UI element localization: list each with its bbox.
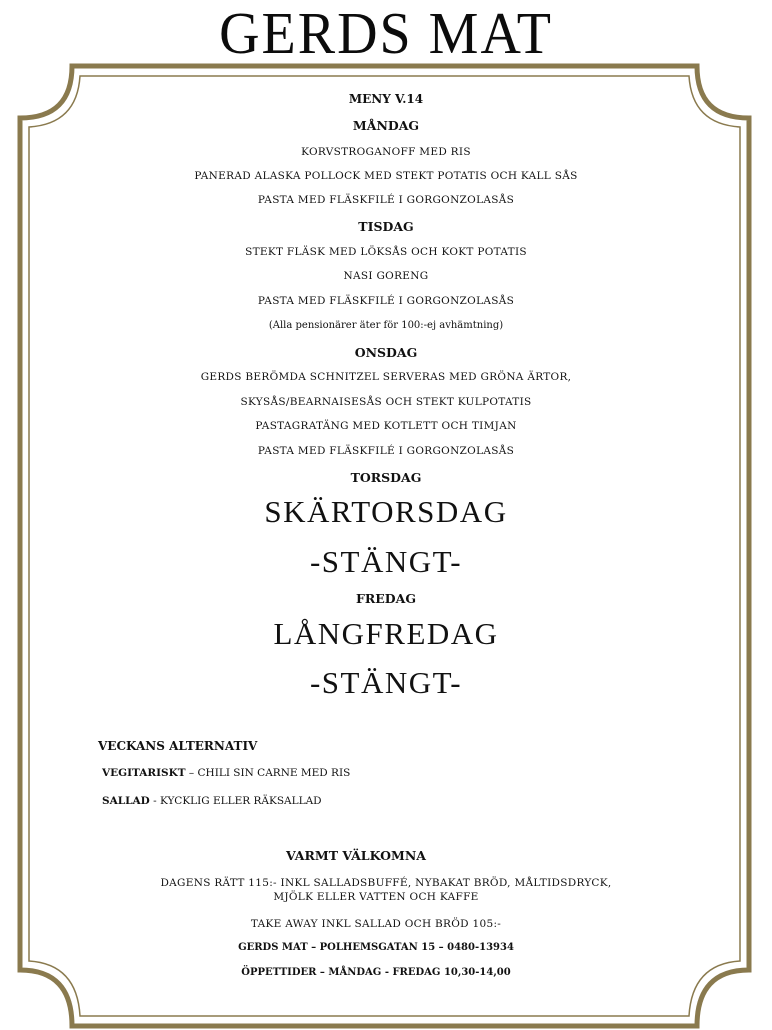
day-monday: MÅNDAG [352,118,420,133]
dish-item: PANERAD ALASKA POLLOCK MED STEKT POTATIS OCH KALL SÅS [194,170,578,182]
day-tuesday: TISDAG [358,219,414,234]
thursday-closed: -STÄNGT- [309,544,463,579]
welcome-text: VARMT VÄLKOMNA [286,848,426,863]
takeaway-line: TAKE AWAY INKL SALLAD OCH BRÖD 105:- [250,918,502,930]
week-heading: MENY V.14 [348,92,424,106]
pensioner-note: (Alla pensionärer äter för 100:-ej avhämtning) [268,320,504,331]
vegetarian-alternative [102,767,350,779]
price-line: DAGENS RÄTT 115:- INKL SALLADSBUFFÉ, NYBAKAT BRÖD, MÅLTIDSDRYCK, [160,877,612,889]
dish-item: STEKT FLÄSK MED LÖKSÅS OCH KOKT POTATIS [245,246,527,258]
thursday-special: SKÄRTORSDAG [264,494,508,529]
dish-item: PASTA MED FLÄSKFILÉ I GORGONZOLASÅS [257,194,515,206]
salad-text: - KYCKLIG ELLER RÄKSALLAD [149,795,322,807]
friday-closed: -STÄNGT- [309,665,463,700]
address-line: GERDS MAT – POLHEMSGATAN 15 – 0480-13934 [238,942,514,953]
salad-label: SALLAD [102,795,150,807]
dish-item: GERDS BERÖMDA SCHNITZEL SERVERAS MED GRÖNA ÄRTOR, [200,371,572,383]
dish-item: PASTAGRATÄNG MED KOTLETT OCH TIMJAN [255,420,517,432]
day-thursday: TORSDAG [350,470,422,485]
dish-item: SKYSÅS/BEARNAISESÅS OCH STEKT KULPOTATIS [240,396,532,408]
opening-hours: ÖPPETTIDER – MÅNDAG - FREDAG 10,30-14,00 [241,967,511,978]
day-wednesday: ONSDAG [354,345,418,360]
price-line: MJÖLK ELLER VATTEN OCH KAFFE [273,891,479,903]
restaurant-title: GERDS MAT [219,1,553,67]
friday-special: LÅNGFREDAG [273,616,499,651]
day-friday: FREDAG [355,591,416,606]
vegetarian-text: – CHILI SIN CARNE MED RIS [185,767,351,779]
alternatives-heading: VECKANS ALTERNATIV [98,739,258,753]
dish-item: PASTA MED FLÄSKFILÉ I GORGONZOLASÅS [257,295,515,307]
vegetarian-label: VEGITARISKT [102,767,186,779]
dish-item: KORVSTROGANOFF MED RIS [301,146,471,158]
dish-item: PASTA MED FLÄSKFILÉ I GORGONZOLASÅS [257,445,515,457]
dish-item: NASI GORENG [343,270,429,282]
salad-alternative [102,795,322,807]
